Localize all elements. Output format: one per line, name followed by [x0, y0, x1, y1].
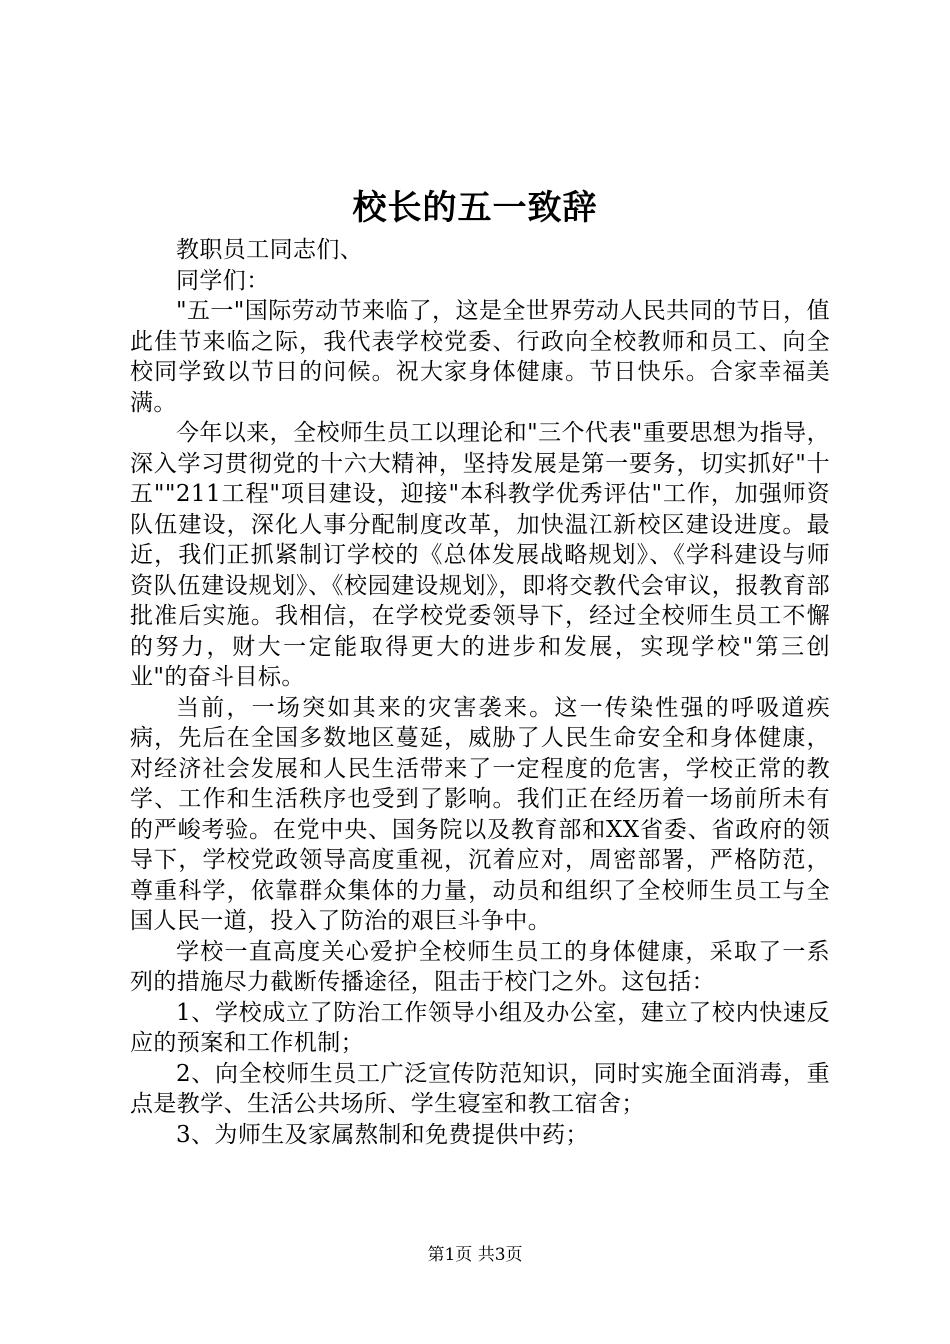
- paragraph-epidemic: 当前，一场突如其来的灾害袭来。这一传染性强的呼吸道疾病，先后在全国多数地区蔓延，威胁了人民生命安全和身体健康，对经济社会发展和人民生活带来了一定程度的危害，学校正常的教学、工作和生活秩序也受到了影响。我们正在经历着一场前所未有的严峻考验。在党中央、国务院以及教育部和XX省委、省政府的领导下，学校党政领导高度重视，沉着应对，周密部署，严格防范，尊重科学，依靠群众集体的力量，动员和组织了全校师生员工与全国人民一道，投入了防治的艰巨斗争中。: [130, 694, 830, 934]
- page-number-footer: 第1页 共3页: [427, 1245, 523, 1265]
- list-item-measure-1: 1、学校成立了防治工作领导小组及办公室，建立了校内快速反应的预案和工作机制；: [130, 999, 830, 1056]
- paragraph-measures-intro: 学校一直高度关心爱护全校师生员工的身体健康，采取了一系列的措施尽力截断传播途径，阻击于校门之外。这包括：: [130, 938, 830, 995]
- paragraph-achievements: 今年以来，全校师生员工以理论和"三个代表"重要思想为指导，深入学习贯彻党的十六大精神，坚持发展是第一要务，切实抓好"十五""211工程"项目建设，迎接"本科教学优秀评估"工作，加强师资队伍建设，深化人事分配制度改革，加快温江新校区建设进度。最近，我们正抓紧制订学校的《总体发展战略规划》、《学科建设与师资队伍建设规划》、《校园建设规划》，即将交教代会审议，报教育部批准后实施。我相信，在学校党委领导下，经过全校师生员工不懈的努力，财大一定能取得更大的进步和发展，实现学校"第三创业"的奋斗目标。: [130, 420, 830, 690]
- document-body: [130, 235, 830, 1150]
- salutation-students: 同学们：: [176, 267, 270, 294]
- salutation-staff: 教职员工同志们、: [176, 237, 364, 263]
- list-item-measure-3: 3、为师生及家属熬制和免费提供中药；: [176, 1121, 589, 1148]
- list-item-measure-2: 2、向全校师生员工广泛宣传防范知识，同时实施全面消毒，重点是教学、生活公共场所、学生寝室和教工宿舍；: [130, 1060, 830, 1117]
- paragraph-greeting: "五一"国际劳动节来临了，这是全世界劳动人民共同的节日，值此佳节来临之际，我代表学校党委、行政向全校教师和员工、向全校同学致以节日的问候。祝大家身体健康。节日快乐。合家幸福美满。: [130, 298, 830, 416]
- document-title: 校长的五一致辞: [352, 188, 598, 228]
